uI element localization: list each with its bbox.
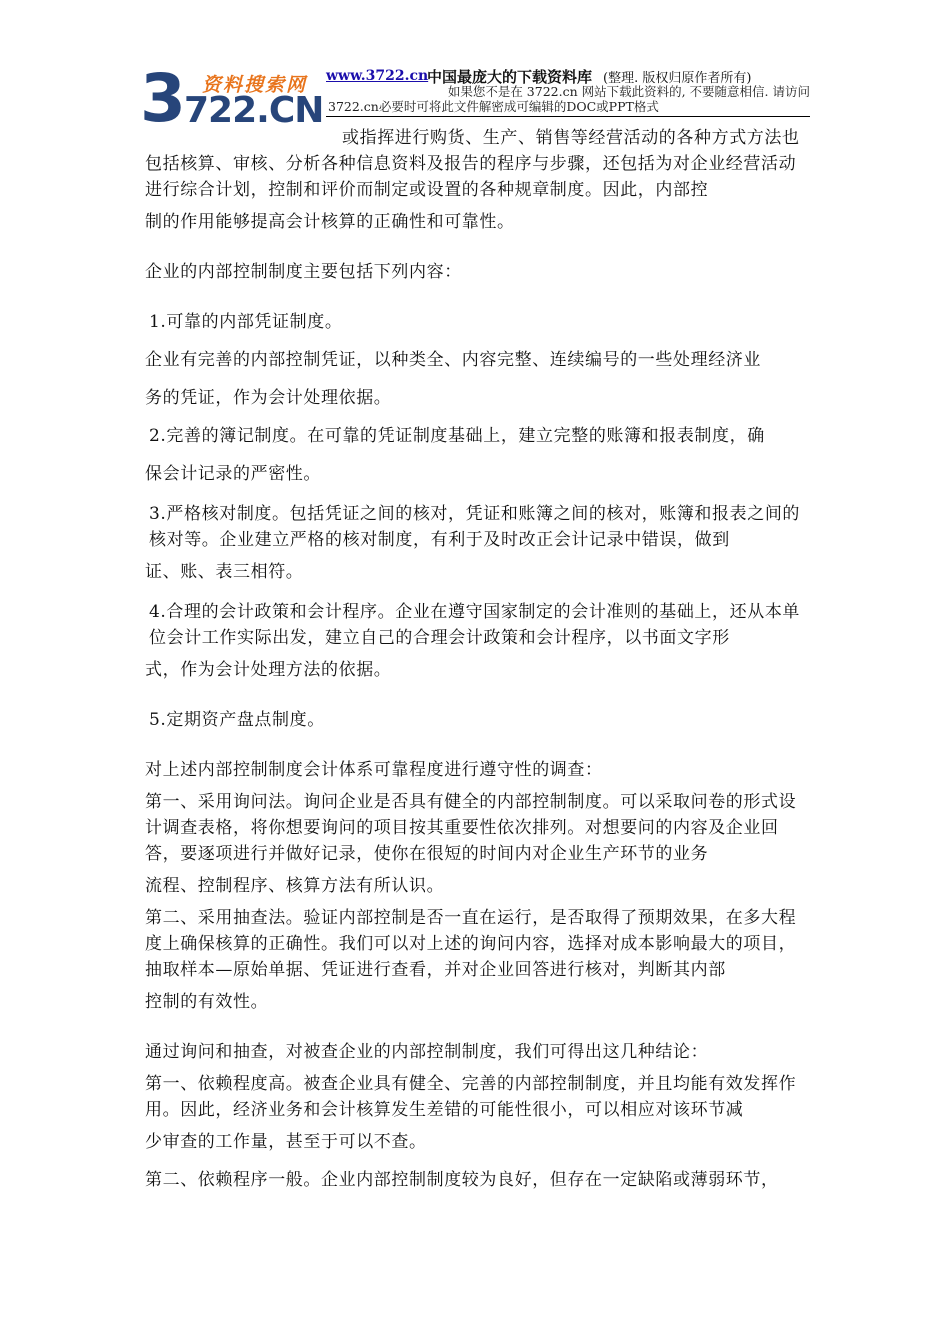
site-url-link[interactable]: www.3722.cn <box>326 68 429 84</box>
disclaimer-line-1: 如果您不是在 3722.cn 网站下载此资料的, 不要随意相信. 请访问 <box>447 84 810 99</box>
paragraph: 流程、控制程序、核算方法有所认识。 <box>145 876 445 896</box>
page-header <box>140 60 810 137</box>
paragraph: 或指挥进行购货、生产、销售等经营活动的各种方式方法也包括核算、审核、分析各种信息资料及报告的程序与步骤，还包括为对企业经营活动进行综合计划，控制和评价而制定或设置的各种规章制度。因此，内部控 <box>145 128 800 200</box>
site-title: 中国最庞大的下载资料库 <box>427 68 593 86</box>
paragraph: 企业有完善的内部控制凭证，以种类全、内容完整、连续编号的一些处理经济业 <box>145 350 761 370</box>
header-divider <box>326 116 810 117</box>
paragraph: 务的凭证，作为会计处理依据。 <box>145 388 392 408</box>
list-item: 2.完善的簿记制度。在可靠的凭证制度基础上，建立完整的账簿和报表制度，确 <box>149 426 765 446</box>
paragraph: 证、账、表三相符。 <box>145 562 304 582</box>
paragraph: 企业的内部控制制度主要包括下列内容： <box>145 262 462 282</box>
list-item: 1.可靠的内部凭证制度。 <box>149 312 343 332</box>
paragraph: 制的作用能够提高会计核算的正确性和可靠性。 <box>145 212 515 232</box>
copyright-note: (整理. 版权归原作者所有) <box>603 71 752 86</box>
paragraph: 第一、采用询问法。询问企业是否具有健全的内部控制制度。可以采取问卷的形式设计调查表格，将你想要询问的项目按其重要性依次排列。对想要问的内容及企业回答，要逐项进行并做好记录，使你在很短的时间内对企业生产环节的业务 <box>145 792 797 864</box>
paragraph: 第二、采用抽查法。验证内部控制是否一直在运行，是否取得了预期效果，在多大程度上确保核算的正确性。我们可以对上述的询问内容，选择对成本影响最大的项目，抽取样本—原始单据、凭证进行查看，并对企业回答进行核对，判断其内部 <box>145 908 797 980</box>
list-item: 4.合理的会计政策和会计程序。企业在遵守国家制定的会计准则的基础上，还从本单位会计工作实际出发，建立自己的合理会计政策和会计程序，以书面文字形 <box>149 602 801 648</box>
paragraph: 第一、依赖程度高。被查企业具有健全、完善的内部控制制度，并且均能有效发挥作用。因此，经济业务和会计核算发生差错的可能性很小，可以相应对该环节减 <box>145 1074 797 1120</box>
logo-sub: 722.CN <box>184 90 324 131</box>
document-body <box>145 125 808 1199</box>
logo-tagline: 资料搜索网 <box>202 74 308 96</box>
paragraph: 第二、依赖程序一般。企业内部控制制度较为良好，但存在一定缺陷或薄弱环节， <box>145 1170 779 1190</box>
site-logo <box>140 60 330 137</box>
paragraph: 通过询问和抽查，对被查企业的内部控制制度，我们可得出这几种结论： <box>145 1042 709 1062</box>
logo-main: 3 <box>140 60 184 137</box>
paragraph: 对上述内部控制制度会计体系可靠程度进行遵守性的调查： <box>145 760 603 780</box>
paragraph: 保会计记录的严密性。 <box>145 464 321 484</box>
paragraph: 式，作为会计处理方法的依据。 <box>145 660 392 680</box>
paragraph: 控制的有效性。 <box>145 992 269 1012</box>
list-item: 3.严格核对制度。包括凭证之间的核对，凭证和账簿之间的核对，账簿和报表之间的核对等。企业建立严格的核对制度，有利于及时改正会计记录中错误，做到 <box>149 504 801 550</box>
paragraph: 少审查的工作量，甚至于可以不查。 <box>145 1132 427 1152</box>
disclaimer-line-2: 3722.cn必要时可将此文件解密成可编辑的DOC或PPT格式 <box>328 99 659 114</box>
list-item: 5.定期资产盘点制度。 <box>149 710 325 730</box>
